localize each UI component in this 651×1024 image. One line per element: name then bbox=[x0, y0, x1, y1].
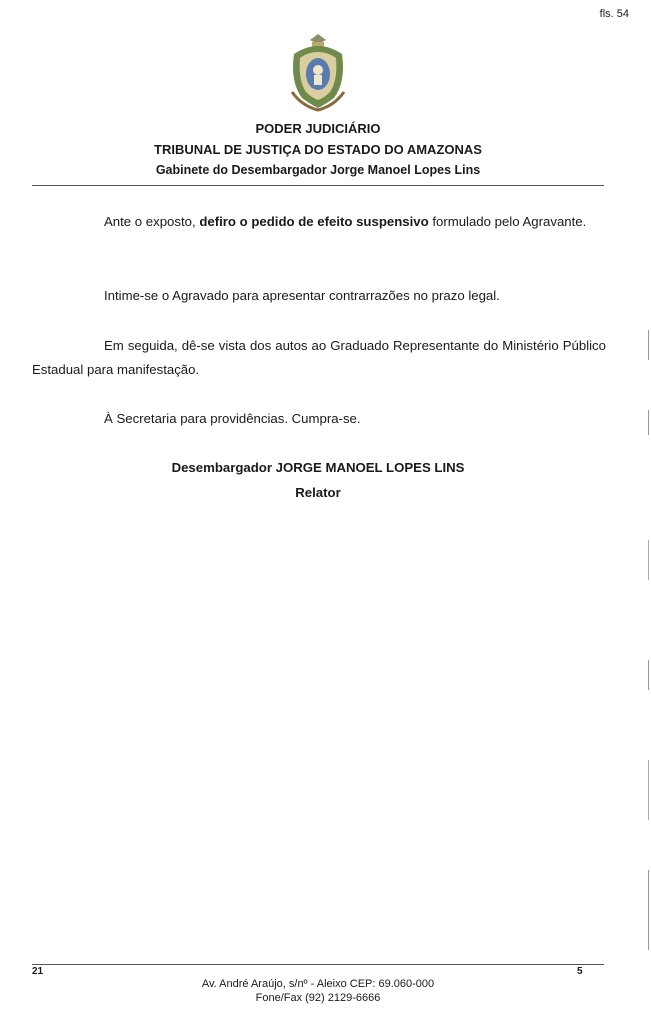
paragraph-4: À Secretaria para providências. Cumpra-se. bbox=[104, 411, 361, 426]
paragraph-1-bold: defiro o pedido de efeito suspensivo bbox=[199, 214, 429, 229]
paragraph-1-post: formulado pelo Agravante. bbox=[428, 214, 587, 229]
signature-name: Desembargador JORGE MANOEL LOPES LINS bbox=[171, 460, 465, 475]
footer-address-block bbox=[0, 977, 636, 1005]
page-marker: fls. 54 bbox=[599, 8, 629, 20]
footer-left-number: 21 bbox=[32, 966, 44, 977]
paragraph-1-pre: Ante o exposto, bbox=[104, 214, 200, 229]
paragraph-1 bbox=[32, 210, 606, 234]
header-line-3: Gabinete do Desembargador Jorge Manoel Lopes Lins bbox=[155, 163, 481, 177]
header-divider bbox=[32, 185, 604, 186]
footer-phone: Fone/Fax (92) 2129-6666 bbox=[255, 992, 381, 1004]
document-header bbox=[0, 118, 636, 181]
footer-divider bbox=[32, 964, 604, 965]
header-line-1: PODER JUDICIÁRIO bbox=[255, 121, 381, 136]
paragraph-2: Intime-se o Agravado para apresentar contrarrazões no prazo legal. bbox=[104, 288, 500, 303]
header-line-2: TRIBUNAL DE JUSTIÇA DO ESTADO DO AMAZONAS bbox=[154, 142, 482, 157]
scan-edge-marks bbox=[647, 330, 651, 970]
footer-address: Av. André Araújo, s/nº - Aleixo CEP: 69.060-000 bbox=[201, 978, 435, 990]
paragraph-3: Em seguida, dê-se vista dos autos ao Graduado Representante do Ministério Público Estadual para manifestação. bbox=[32, 338, 606, 377]
footer-right-number: 5 bbox=[577, 966, 583, 977]
court-coat-of-arms-icon bbox=[288, 32, 348, 112]
signature-role: Relator bbox=[295, 485, 341, 500]
